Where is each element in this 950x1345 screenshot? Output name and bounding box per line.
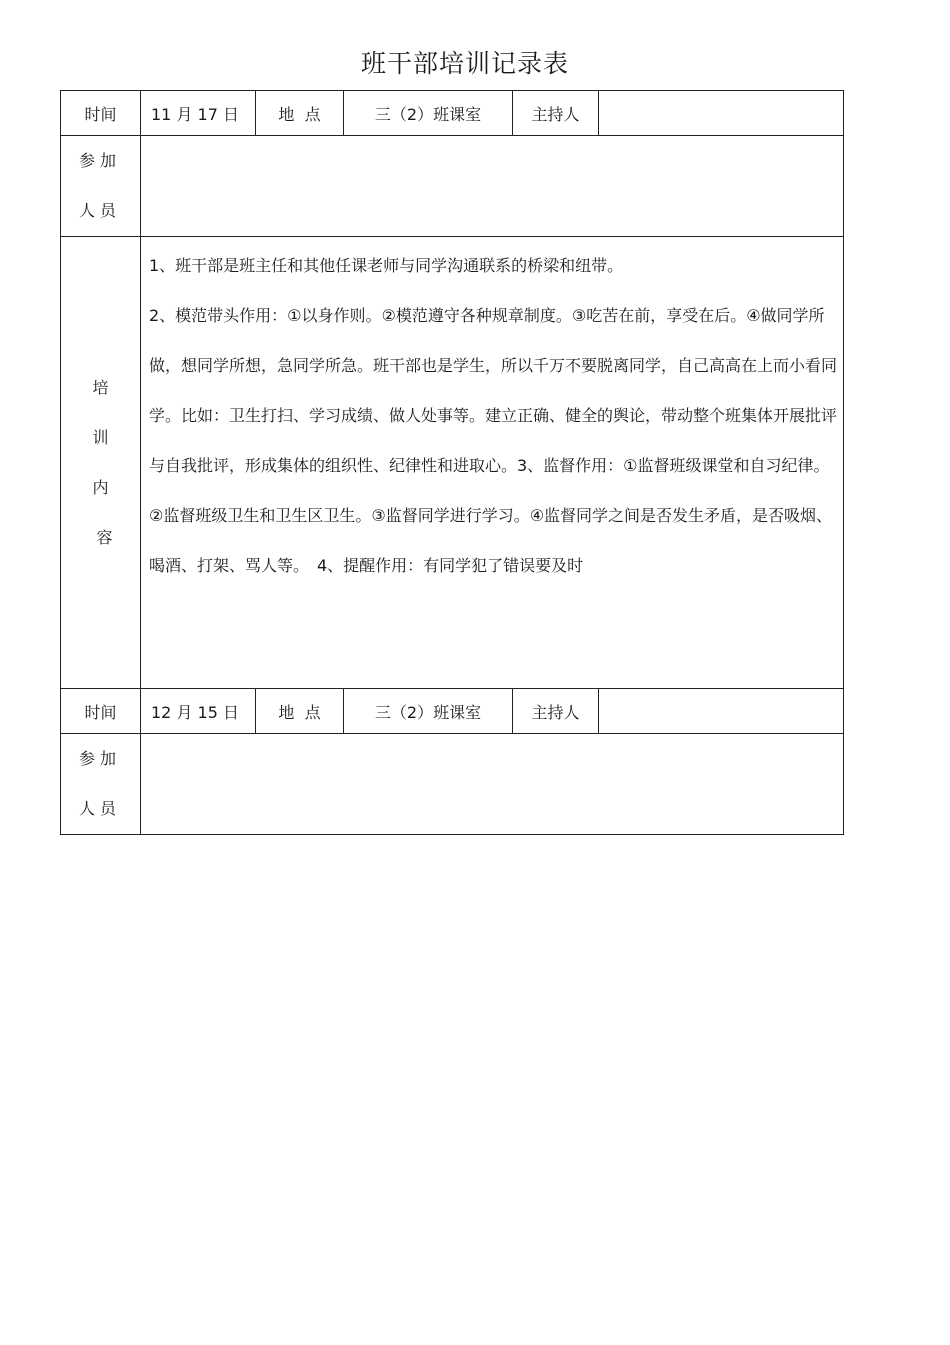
session-2-location: 三（2）班课室 — [344, 689, 513, 734]
session-2-host — [599, 689, 844, 734]
content-label-char: 培 — [92, 377, 109, 397]
place-label: 地 点 — [256, 689, 344, 734]
session-1-location: 三（2）班课室 — [344, 91, 513, 136]
session-2-participants — [141, 734, 844, 835]
session-1-date: 11 月 17 日 — [141, 91, 256, 136]
content-label — [61, 237, 141, 689]
participants-label-line2: 人 员 — [78, 799, 117, 818]
session-1-content — [141, 237, 844, 689]
participants-label — [61, 136, 141, 237]
participants-label-line1: 参 加 — [78, 749, 117, 768]
participants-label — [61, 734, 141, 835]
session-2-date: 12 月 15 日 — [141, 689, 256, 734]
content-label-char: 容 — [96, 527, 113, 547]
page-title: 班干部培训记录表 — [360, 49, 569, 78]
session-1-participants — [141, 136, 844, 237]
session-1-header-row — [61, 91, 844, 136]
content-label-char: 训 — [92, 427, 109, 447]
participants-label-line2: 人 员 — [78, 201, 117, 220]
session-2-header-row — [61, 689, 844, 734]
session-1-content-row — [61, 237, 844, 689]
session-1-host — [599, 91, 844, 136]
participants-label-line1: 参 加 — [78, 151, 117, 170]
content-paragraph: 2、模范带头作用：①以身作则。②模范遵守各种规章制度。③吃苦在前，享受在后。④做同学所做，想同学所想，急同学所急。班干部也是学生，所以千万不要脱离同学，自己高高在上而小看同学。比如：卫生打扫、学习成绩、做人处事等。建立正确、健全的舆论，带动整个班集体开展批评与自我批评，形成集体的组织性、纪律性和进取心。3、监督作用：①监督班级课堂和自习纪律。②监督班级卫生和卫生区卫生。③监督同学进行学习。④监督同学之间是否发生矛盾，是否吸烟、喝酒、打架、骂人等。 4、提醒作用：有同学犯了错误要及时 — [149, 306, 838, 575]
host-label: 主持人 — [513, 91, 599, 136]
session-1-participants-row — [61, 136, 844, 237]
time-label: 时间 — [61, 91, 141, 136]
training-record-table — [60, 90, 844, 835]
place-label: 地 点 — [256, 91, 344, 136]
content-paragraph: 1、班干部是班主任和其他任课老师与同学沟通联系的桥梁和纽带。 — [149, 256, 624, 275]
host-label: 主持人 — [513, 689, 599, 734]
content-label-char: 内 — [92, 477, 109, 497]
time-label: 时间 — [61, 689, 141, 734]
session-2-participants-row — [61, 734, 844, 835]
